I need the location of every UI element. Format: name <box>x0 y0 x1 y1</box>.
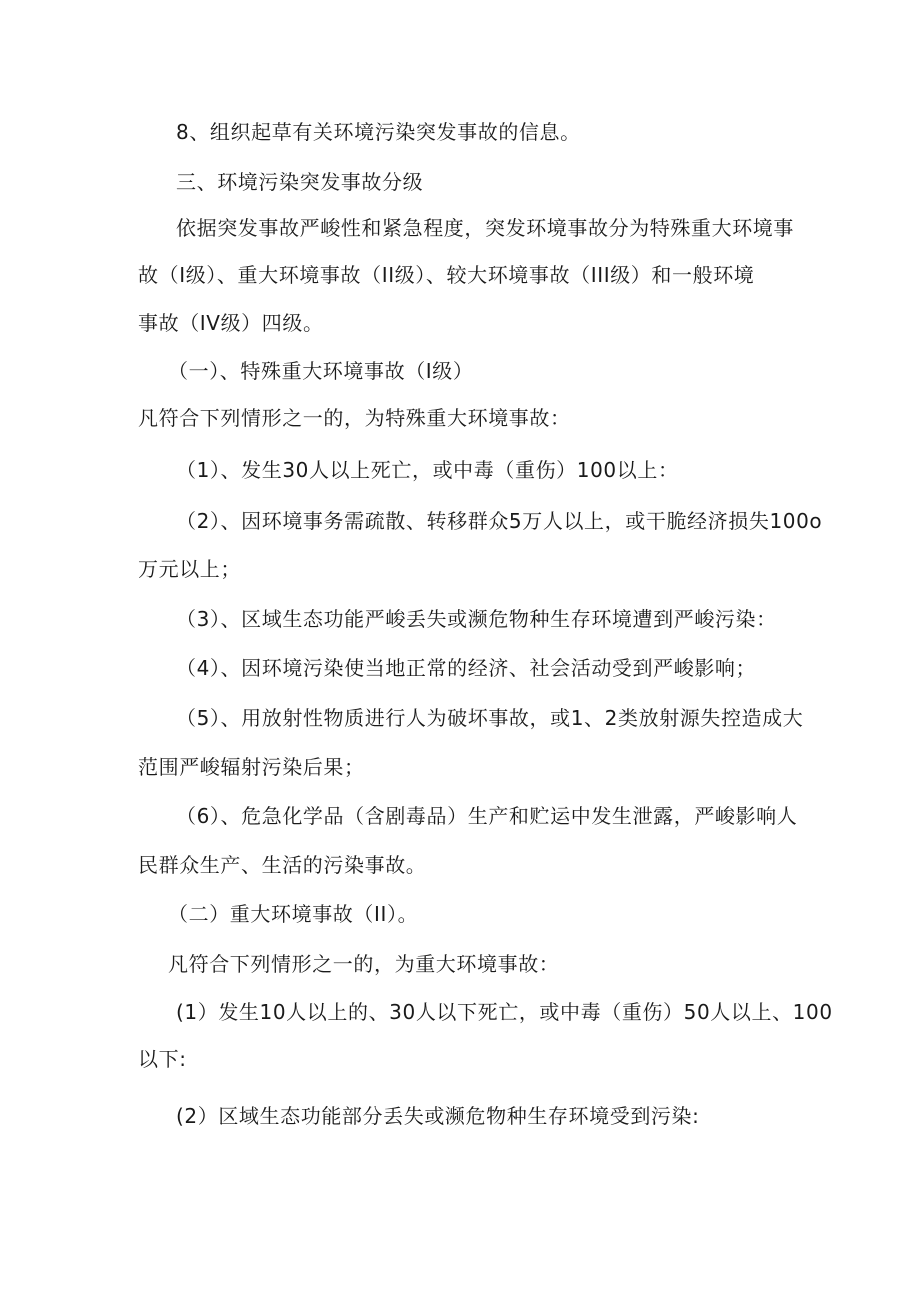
list-item-continuation: 民群众生产、生活的污染事故。 <box>138 853 427 877</box>
list-item: （1）、发生30人以上死亡，或中毒（重伤）100以上： <box>176 458 679 482</box>
list-item-continuation: 以下: <box>138 1047 187 1071</box>
list-item: （4）、因环境污染使当地正常的经济、社会活动受到严峻影响； <box>176 656 757 680</box>
subheading-level-1: （一）、特殊重大环境事故（I级） <box>168 359 474 383</box>
list-item: （2）、因环境事务需疏散、转移群众5万人以上，或干脆经济损失100o <box>176 509 823 533</box>
list-item: (1）发生10人以上的、30人以下死亡，或中毒（重伤）50人以上、100 <box>176 1000 833 1024</box>
paragraph-line: 故（I级）、重大环境事故（II级）、较大环境事故（III级）和一般环境 <box>138 263 755 287</box>
paragraph-line: 事故（IV级）四级。 <box>138 311 324 335</box>
paragraph-line: 凡符合下列情形之一的，为特殊重大环境事故： <box>138 406 571 430</box>
paragraph-line: 凡符合下列情形之一的，为重大环境事故： <box>168 952 560 976</box>
subheading-level-2: （二）重大环境事故（II）。 <box>168 902 419 926</box>
paragraph-item-8: 8、组织起草有关环境污染突发事故的信息。 <box>176 120 581 144</box>
list-item-continuation: 万元以上； <box>138 557 241 581</box>
list-item: （5）、用放射性物质进行人为破坏事故，或1、2类放射源失控造成大 <box>176 706 804 730</box>
list-item: （6）、危急化学品（含剧毒品）生产和贮运中发生泄露，严峻影响人 <box>176 804 798 828</box>
paragraph-line: 依据突发事故严峻性和紧急程度，突发环境事故分为特殊重大环境事 <box>176 216 794 240</box>
section-heading-classification: 三、环境污染突发事故分级 <box>176 170 424 194</box>
list-item-continuation: 范围严峻辐射污染后果； <box>138 755 365 779</box>
list-item: (2）区域生态功能部分丢失或濒危物种生存环境受到污染: <box>176 1104 700 1128</box>
list-item: （3）、区域生态功能严峻丢失或濒危物种生存环境遭到严峻污染： <box>176 607 777 631</box>
